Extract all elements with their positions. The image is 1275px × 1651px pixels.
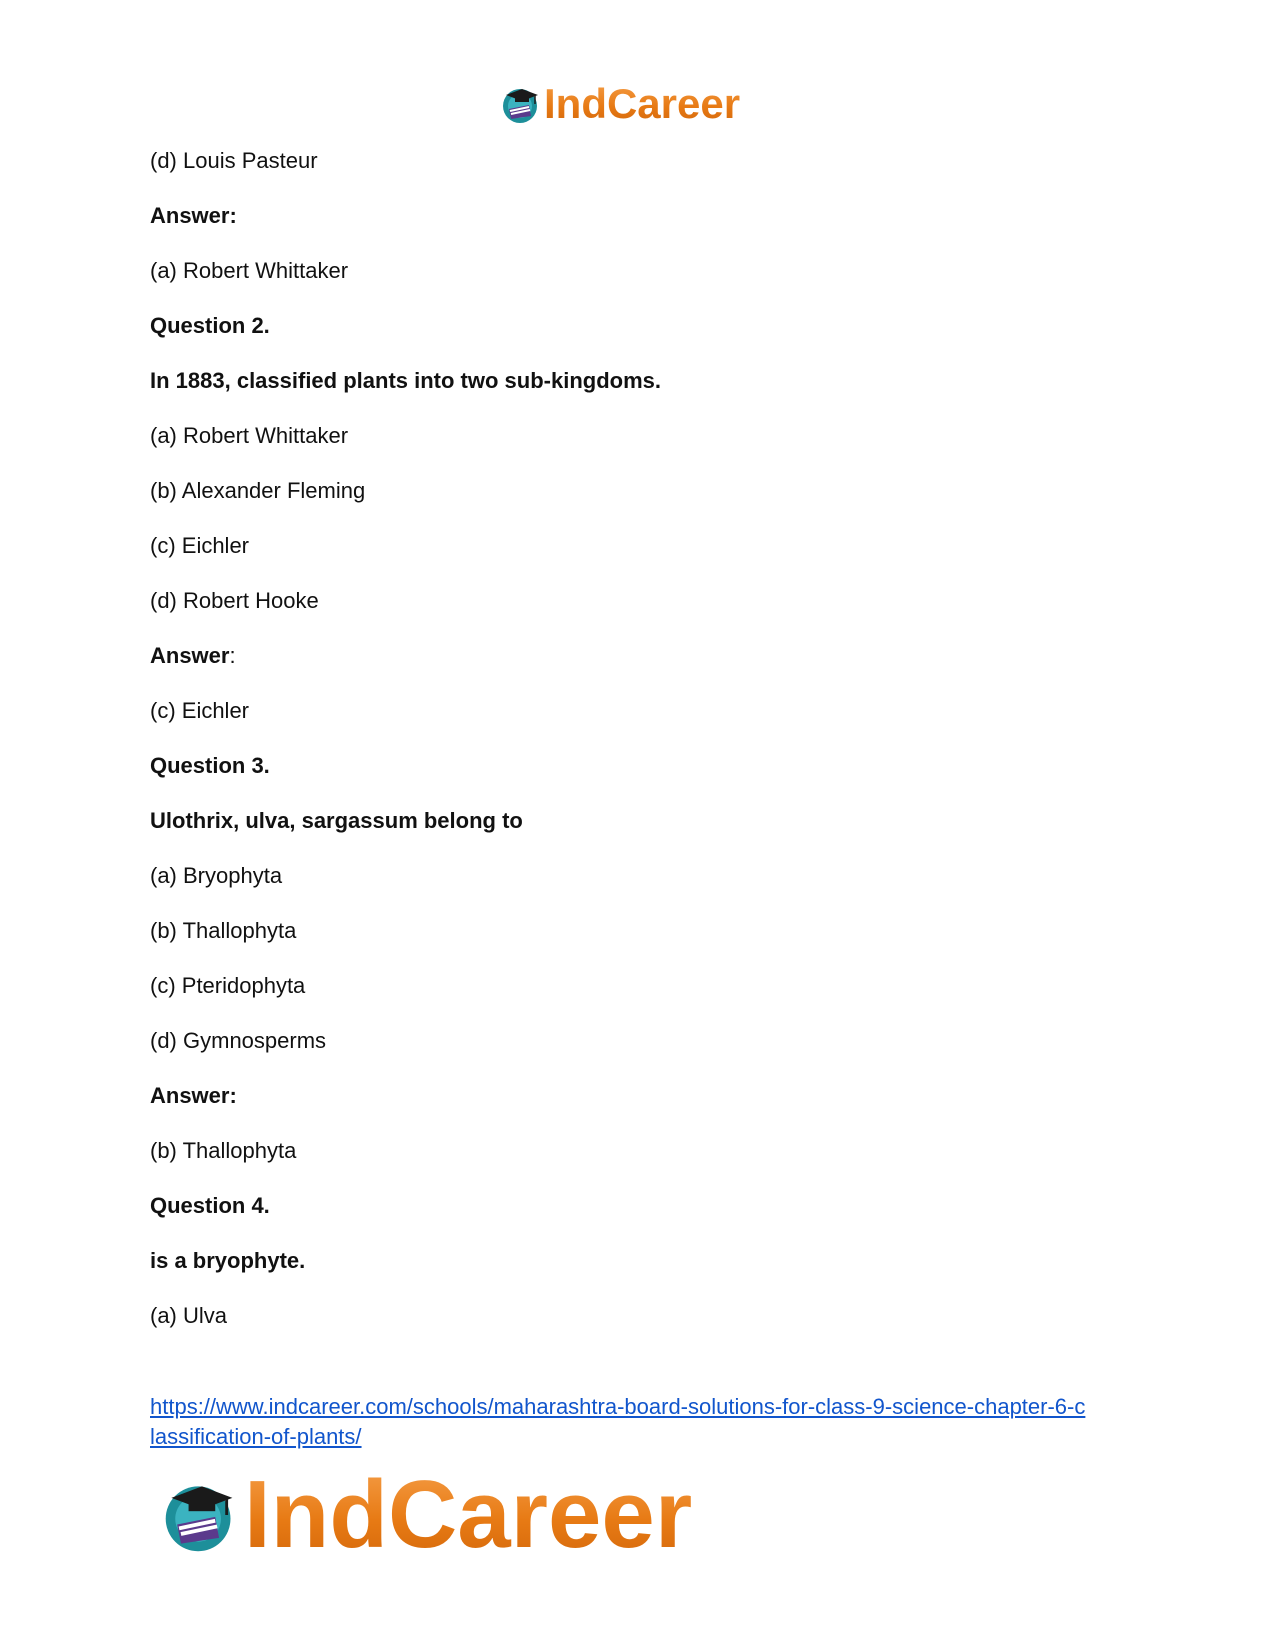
answer-label-text: Answer bbox=[150, 643, 230, 668]
footer-logo-text: IndCareer bbox=[244, 1461, 693, 1568]
page-content bbox=[150, 148, 1150, 1358]
option-line: (a) Robert Whittaker bbox=[150, 423, 349, 448]
option-line: (c) Pteridophyta bbox=[150, 973, 306, 998]
answer-text: (c) Eichler bbox=[150, 698, 250, 723]
option-line: (b) Thallophyta bbox=[150, 918, 297, 943]
option-line: (d) Gymnosperms bbox=[150, 1028, 327, 1053]
question-text: Ulothrix, ulva, sargassum belong to bbox=[150, 808, 523, 833]
source-url-link[interactable] bbox=[150, 1392, 1130, 1452]
question-heading: Question 2. bbox=[150, 313, 270, 338]
source-url-line-1: https://www.indcareer.com/schools/maharashtra-board-solutions-for-class-9-science-chapter-6-c bbox=[150, 1394, 1086, 1419]
option-line: (d) Louis Pasteur bbox=[150, 148, 318, 173]
footer-logo bbox=[160, 1460, 692, 1570]
answer-text: (a) Robert Whittaker bbox=[150, 258, 349, 283]
option-line: (d) Robert Hooke bbox=[150, 588, 319, 613]
answer-label: Answer: bbox=[150, 203, 237, 228]
option-line: (a) Bryophyta bbox=[150, 863, 283, 888]
answer-text: (b) Thallophyta bbox=[150, 1138, 297, 1163]
answer-label-colon: : bbox=[229, 643, 236, 668]
graduation-globe-icon bbox=[160, 1475, 240, 1555]
answer-label: Answer: bbox=[150, 1083, 237, 1108]
option-line: (b) Alexander Fleming bbox=[150, 478, 366, 503]
graduation-globe-icon bbox=[500, 83, 542, 125]
source-url-line-2: lassification-of-plants/ bbox=[150, 1424, 362, 1449]
question-text: is a bryophyte. bbox=[150, 1248, 306, 1273]
option-line: (a) Ulva bbox=[150, 1303, 228, 1328]
header-logo bbox=[500, 80, 740, 128]
answer-label bbox=[150, 643, 1150, 698]
question-heading: Question 4. bbox=[150, 1193, 270, 1218]
header-logo-text: IndCareer bbox=[544, 80, 741, 127]
question-text: In 1883, classified plants into two sub-kingdoms. bbox=[150, 368, 661, 393]
question-heading: Question 3. bbox=[150, 753, 270, 778]
option-line: (c) Eichler bbox=[150, 533, 250, 558]
